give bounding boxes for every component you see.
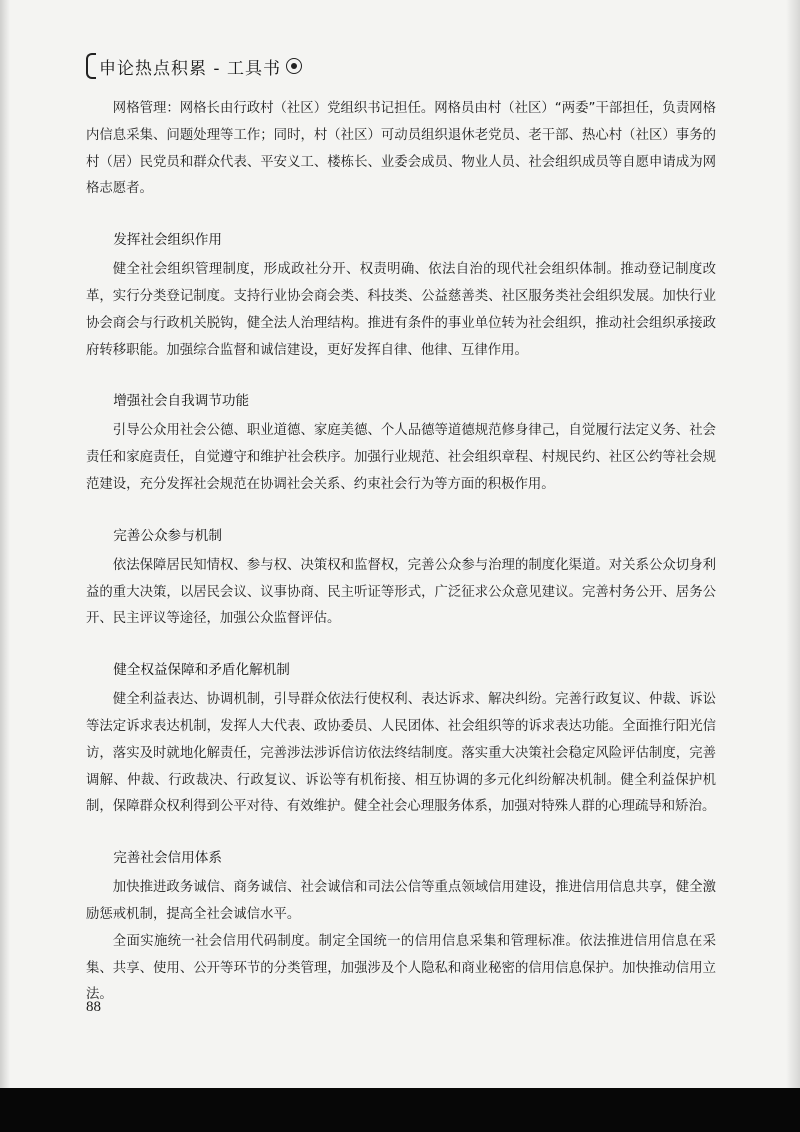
section-paragraph: 加快推进政务诚信、商务诚信、社会诚信和司法公信等重点领域信用建设，推进信用信息共享，健全激励惩戒机制，提高全社会诚信水平。	[86, 880, 716, 922]
running-header	[86, 52, 302, 80]
page-right-shadow	[786, 0, 800, 1132]
section-paragraph: 依法保障居民知情权、参与权、决策权和监督权，完善公众参与治理的制度化渠道。对关系公众切身利益的重大决策，以居民会议、议事协商、民主听证等形式，广泛征求公众意见建议。完善村务公开、居务公开、民主评议等途径，加强公众监督评估。	[86, 557, 716, 627]
intro-paragraph: 网格管理：网格长由行政村（社区）党组织书记担任。网格员由村（社区）“两委”干部担任，负责网格内信息采集、问题处理等工作；同时，村（社区）可动员组织退休老党员、老干部、热心村（社区）事务的村（居）民党员和群众代表、平安义工、楼栋长、业委会成员、物业人员、社会组织成员等自愿申请成为网格志愿者。	[86, 101, 716, 197]
page-number: 88	[86, 999, 101, 1015]
section-paragraph: 引导公众用社会公德、职业道德、家庭美德、个人品德等道德规范修身律己，自觉履行法定义务、社会责任和家庭责任，自觉遵守和维护社会秩序。加强行业规范、社会组织章程、村规民约、社区公约等社会规范建设，充分发挥社会规范在协调社会关系、约束社会行为等方面的积极作用。	[86, 423, 716, 492]
section-heading: 完善公众参与机制	[113, 527, 222, 544]
section-paragraph: 健全社会组织管理制度，形成政社分开、权责明确、依法自治的现代社会组织体制。推动登记制度改革，实行分类登记制度。支持行业协会商会类、科技类、公益慈善类、社区服务类社会组织发展。加快行业协会商会与行政机关脱钩，健全法人治理结构。推进有条件的事业单位转为社会组织，推动社会组织承接政府转移职能。加强综合监督和诚信建设，更好发挥自律、他律、互律作用。	[86, 262, 716, 358]
header-bracket-decoration	[86, 53, 96, 79]
section-heading: 完善社会信用体系	[113, 850, 222, 867]
section-heading: 健全权益保障和矛盾化解机制	[113, 662, 290, 679]
header-title: 申论热点积累 - 工具书	[99, 58, 281, 79]
section-heading: 发挥社会组织作用	[113, 232, 222, 249]
circle-dot-icon	[286, 58, 302, 74]
section-heading: 增强社会自我调节功能	[113, 393, 250, 410]
page-left-shadow	[0, 0, 10, 1132]
scan-bottom-border	[0, 1088, 800, 1132]
section-paragraph: 健全利益表达、协调机制，引导群众依法行使权利、表达诉求、解决纠纷。完善行政复议、仲裁、诉讼等法定诉求表达机制，发挥人大代表、政协委员、人民团体、社会组织等的诉求表达功能。全面推行阳光信访，落实及时就地化解责任，完善涉法涉诉信访依法终结制度。落实重大决策社会稳定风险评估制度，完善调解、仲裁、行政裁决、行政复议、诉讼等有机衔接、相互协调的多元化纠纷解决机制。健全利益保护机制，保障群众权利得到公平对待、有效维护。健全社会心理服务体系，加强对特殊人群的心理疏导和矫治。	[86, 692, 716, 815]
page-content	[86, 96, 716, 1009]
section-paragraph: 全面实施统一社会信用代码制度。制定全国统一的信用信息采集和管理标准。依法推进信用信息在采集、共享、使用、公开等环节的分类管理，加强涉及个人隐私和商业秘密的信用信息保护。加快推动信用立法。	[86, 933, 716, 1003]
